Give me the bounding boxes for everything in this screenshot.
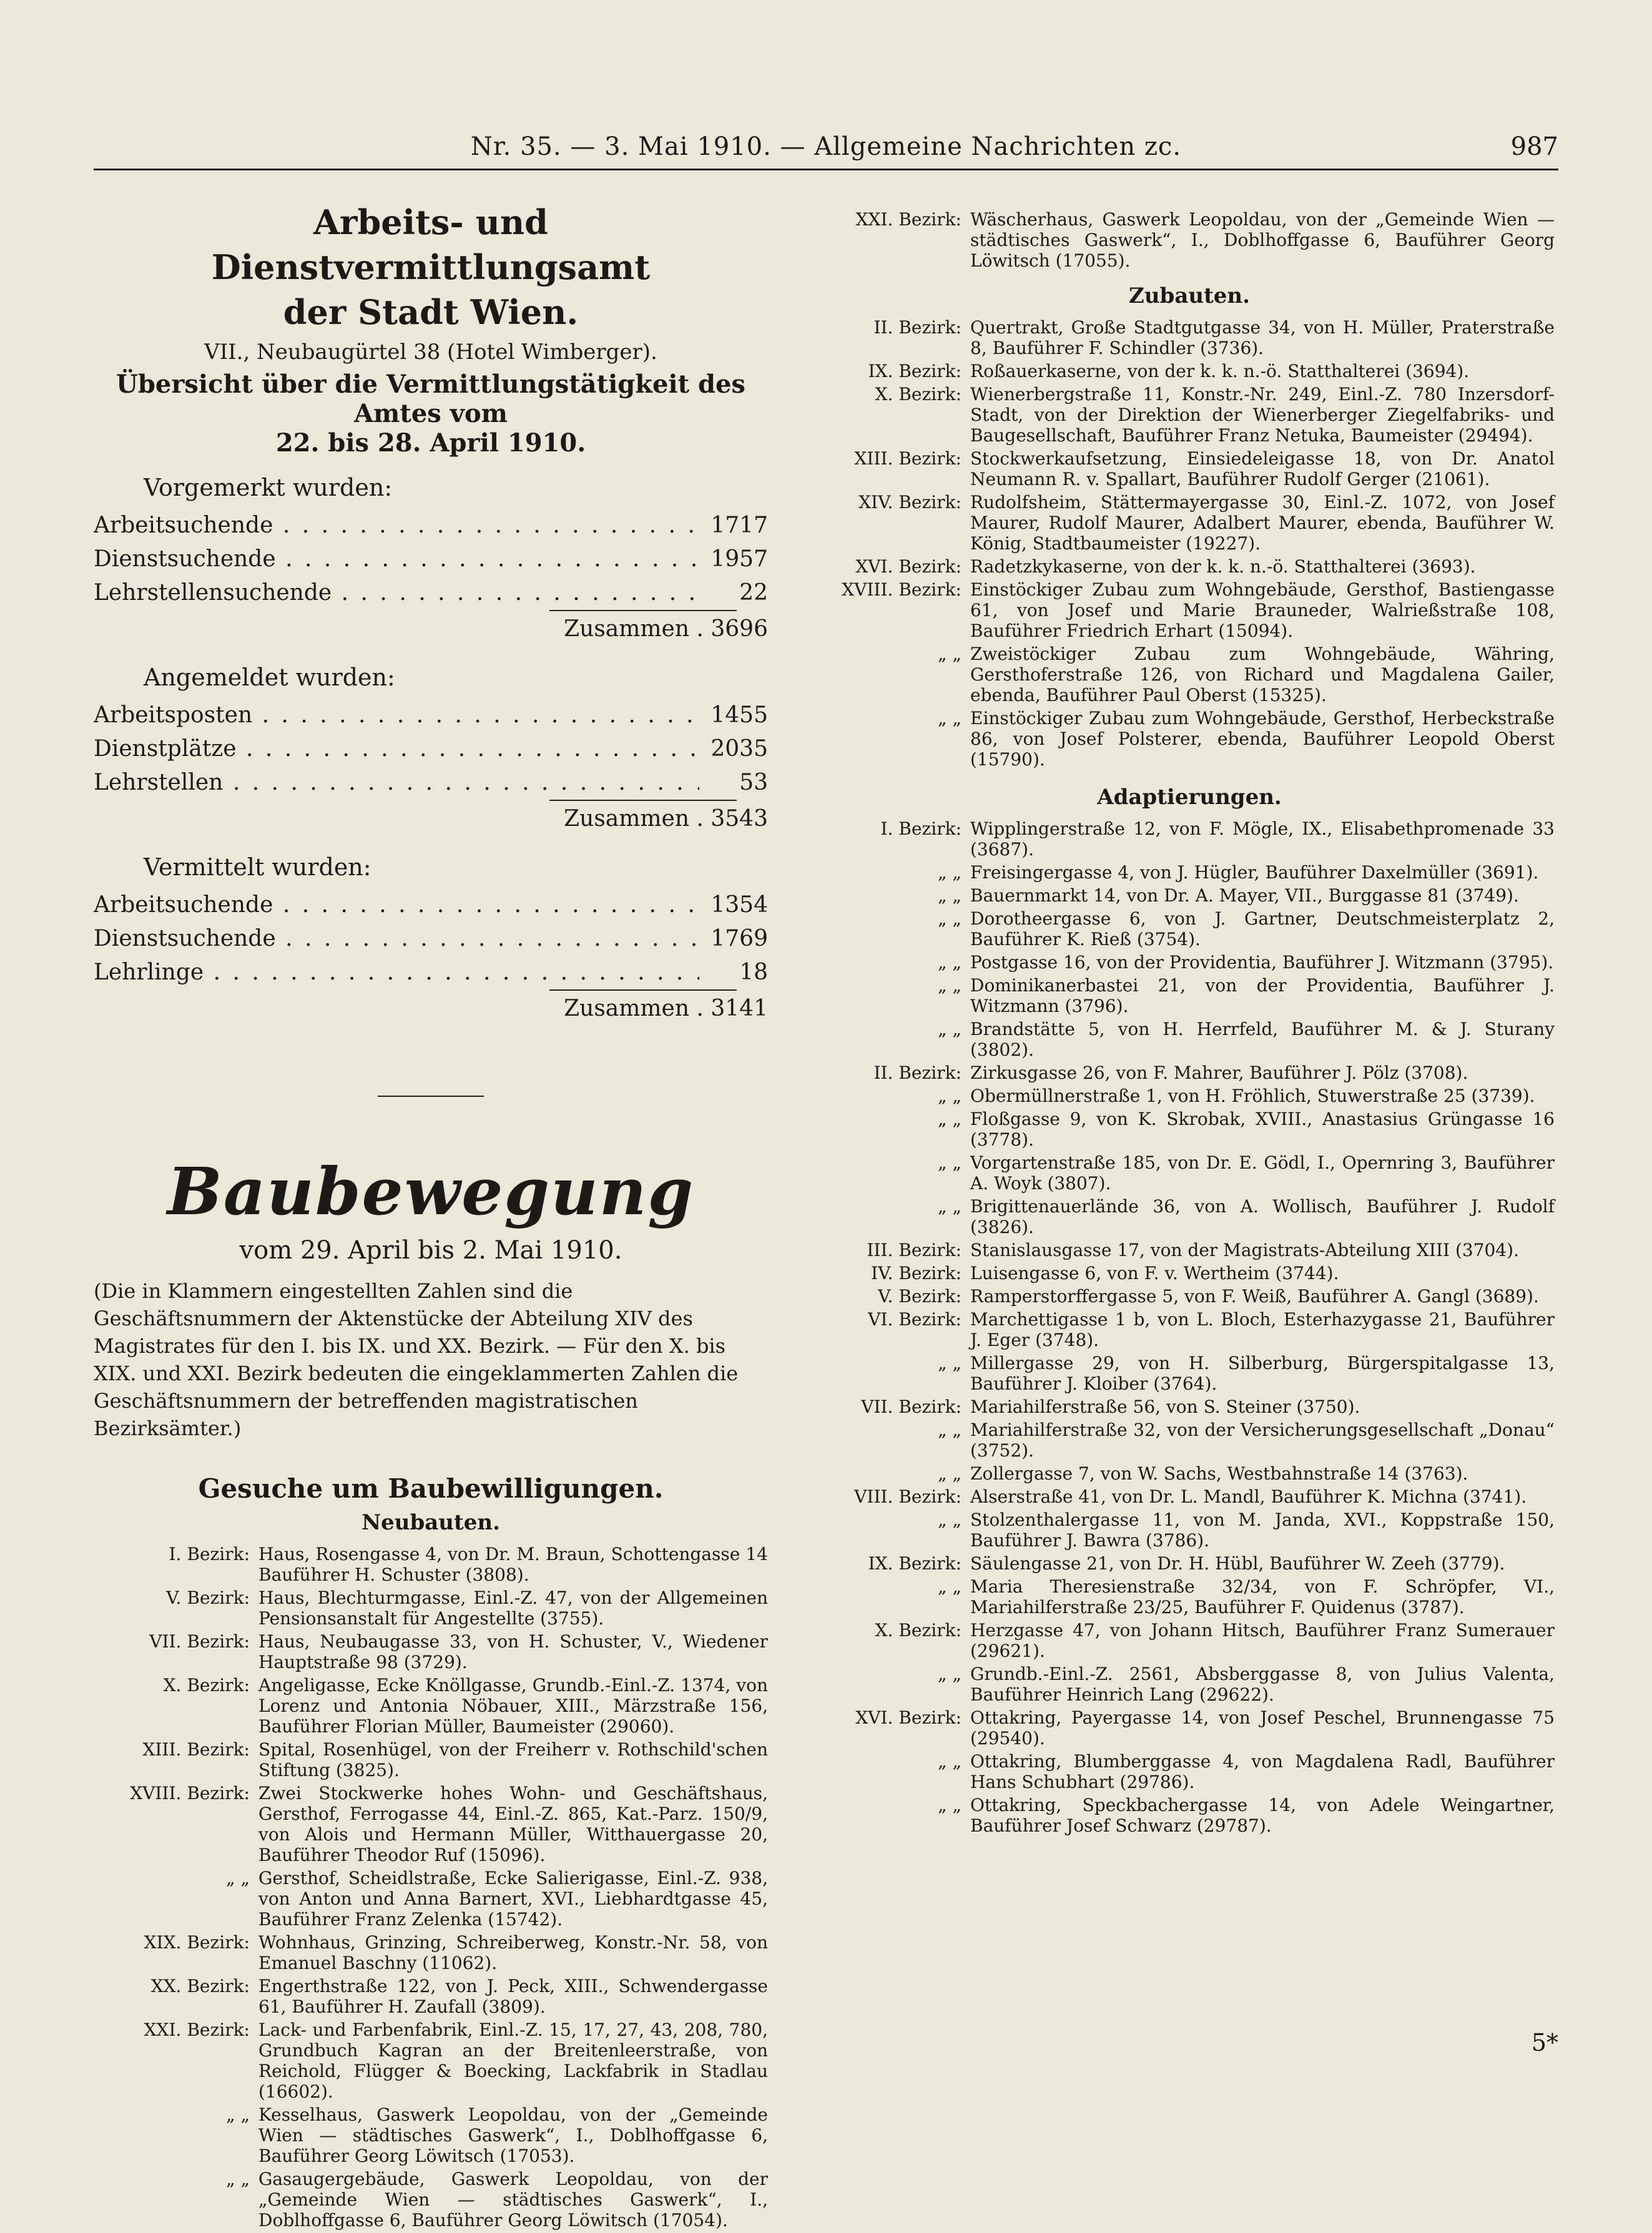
stat-label: Arbeitsuchende . . . (94, 888, 699, 922)
entry-text: Herzgasse 47, von Johann Hitsch, Bauführer Franz Sumerauer (29621). (970, 1620, 1555, 1661)
district-label: V. Bezirk: (166, 1588, 250, 1608)
register-entry (824, 209, 1555, 271)
entry-text: Freisingergasse 4, von J. Hügler, Bauführer Daxelmüller (3691). (970, 862, 1539, 883)
register-entry (94, 1868, 768, 1930)
entry-text: Alserstraße 41, von Dr. L. Mandl, Bauführer K. Michna (3741). (970, 1486, 1527, 1507)
section-divider (378, 1096, 484, 1097)
register-entry (824, 1463, 1555, 1484)
entry-text: Spital, Rosenhügel, von der Freiherr v. Rothschild'schen Stiftung (3825). (258, 1739, 768, 1780)
district-label: „ „ (938, 1152, 961, 1173)
register-entry (824, 1420, 1555, 1461)
district-label: „ „ (938, 952, 961, 973)
total-value: 3543 (710, 806, 768, 832)
entry-text: Bauernmarkt 14, von Dr. A. Mayer, VII., Burggasse 81 (3749). (970, 885, 1519, 906)
register-entry (824, 1086, 1555, 1106)
group-total (94, 801, 768, 837)
register-entry (824, 448, 1555, 489)
district-label: I. Bezirk: (880, 818, 961, 839)
summary-line1: Übersicht über die Vermittlungstätigkeit des Amtes vom (116, 370, 745, 428)
entry-text: Luisengasse 6, von F. v. Wertheim (3744). (970, 1263, 1339, 1283)
entry-text: Mariahilferstraße 32, von der Versicherungsgesellschaft „Donau“ (3752). (970, 1420, 1555, 1461)
register-entry (824, 1707, 1555, 1749)
neubauten-heading: Neubauten. (361, 1510, 500, 1535)
entry-text: Dorotheergasse 6, von J. Gartner, Deutschmeisterplatz 2, Bauführer K. Rieß (3754). (970, 908, 1555, 950)
entry-text: Obermüllnerstraße 1, von H. Fröhlich, Stuwerstraße 25 (3739). (970, 1086, 1535, 1106)
stat-row (94, 576, 768, 610)
entry-text: Vorgartenstraße 185, von Dr. E. Gödl, I., Opernring 3, Bauführer A. Woyk (3807). (970, 1152, 1555, 1194)
register-entry (824, 1286, 1555, 1307)
register-entry (824, 492, 1555, 554)
stat-value: 1717 (710, 513, 768, 538)
district-label: V. Bezirk: (878, 1286, 961, 1307)
entry-text: Einstöckiger Zubau zum Wohngebäude, Gersthof, Bastiengasse 61, von Josef und Marie Brauneder, Walrießstraße 108, Bauführer Friedrich Erhart (15094). (970, 579, 1555, 641)
entry-text: Grundb.-Einl.-Z. 2561, Absberggasse 8, von Julius Valenta, Bauführer Heinrich Lang (29622). (970, 1664, 1555, 1705)
register-entry (94, 1932, 768, 1973)
header-rule (94, 169, 1558, 170)
entry-text: Gersthof, Scheidlstraße, Ecke Salierigasse, Einl.-Z. 938, von Anton und Anna Barnert, XVI., Liebhardtgasse 45, Bauführer Franz Zelenka (15742). (258, 1868, 768, 1930)
register-entry (824, 1509, 1555, 1551)
stat-value: 1957 (710, 546, 768, 572)
register-entry (824, 317, 1555, 358)
register-entry (824, 1309, 1555, 1350)
register-entry (824, 1263, 1555, 1283)
register-entry (824, 1620, 1555, 1661)
register-entry (94, 1739, 768, 1780)
entry-text: Zwei Stockwerke hohes Wohn- und Geschäftshaus, Gersthof, Ferrogasse 44, Einl.-Z. 865, Kat.-Parz. 150/9, von Alois und Hermann Müller, Witthauergasse 20, Bauführer Theodor Ruf (15096). (258, 1783, 768, 1865)
register-entry (94, 1675, 768, 1737)
entry-text: Floßgasse 9, von K. Skrobak, XVIII., Anastasius Grüngasse 16 (3778). (970, 1109, 1555, 1150)
zubauten-list (824, 317, 1555, 770)
district-label: „ „ (938, 1019, 961, 1039)
stat-row (94, 509, 768, 542)
district-label: IV. Bezirk: (871, 1263, 961, 1283)
total-separator: . (689, 806, 711, 832)
register-entry (824, 384, 1555, 446)
office-title-line2: der Stadt Wien. (283, 292, 579, 332)
page-number: 987 (1510, 132, 1558, 161)
stat-value: 1769 (710, 926, 768, 951)
district-label: XIII. Bezirk: (854, 448, 961, 469)
district-label: „ „ (938, 975, 961, 996)
register-entry (94, 2020, 768, 2102)
entry-text: Millergasse 29, von H. Silberburg, Bürgerspitalgasse 13, Bauführer J. Kloiber (3764). (970, 1353, 1555, 1394)
register-entry (824, 1486, 1555, 1507)
district-label: IX. Bezirk: (868, 361, 961, 381)
district-label: „ „ (938, 1353, 961, 1373)
district-label: „ „ (938, 1576, 961, 1597)
entry-text: Brandstätte 5, von H. Herrfeld, Bauführer M. & J. Sturany (3802). (970, 1019, 1555, 1060)
district-label: „ „ (938, 1109, 961, 1129)
district-label: XXI. Bezirk: (144, 2020, 250, 2040)
district-label: „ „ (938, 1509, 961, 1530)
entry-text: Zirkusgasse 26, von F. Mahrer, Bauführer J. Pölz (3708). (970, 1063, 1468, 1083)
entry-text: Postgasse 16, von der Providentia, Bauführer J. Witzmann (3795). (970, 952, 1554, 973)
district-label: XX. Bezirk: (150, 1976, 250, 1996)
district-label: VIII. Bezirk: (854, 1486, 961, 1507)
entry-text: Zweistöckiger Zubau zum Wohngebäude, Währing, Gersthoferstraße 126, von Richard und Magdalena Gailer, ebenda, Bauführer Paul Oberst (15325). (970, 644, 1555, 705)
register-entry (824, 885, 1555, 906)
entry-text: Ramperstorffergasse 5, von F. Weiß, Bauführer A. Gangl (3689). (970, 1286, 1539, 1307)
register-entry (824, 1196, 1555, 1237)
stat-value: 1354 (710, 892, 768, 918)
entry-text: Einstöckiger Zubau zum Wohngebäude, Gersthof, Herbeckstraße 86, von Josef Polsterer, ebenda, Bauführer Leopold Oberst (15790). (970, 708, 1555, 770)
district-label: XVIII. Bezirk: (842, 579, 961, 600)
district-label: X. Bezirk: (163, 1675, 250, 1696)
district-label: XIII. Bezirk: (142, 1739, 250, 1760)
stat-value: 2035 (710, 736, 768, 762)
register-entry (824, 1396, 1555, 1417)
register-entry (824, 579, 1555, 641)
entry-text: Dominikanerbastei 21, von der Providentia, Bauführer J. Witzmann (3796). (970, 975, 1555, 1016)
total-label: Zusammen (564, 996, 690, 1021)
entry-text: Wäscherhaus, Gaswerk Leopoldau, von der „Gemeinde Wien — städtisches Gaswerk“, I., Doblhoffgasse 6, Bauführer Georg Löwitsch (17055). (970, 209, 1555, 271)
register-entry (824, 556, 1555, 577)
office-title-line1: Arbeits- und Dienstvermittlungsamt (211, 202, 651, 287)
district-label: „ „ (938, 862, 961, 883)
stat-row (94, 699, 768, 732)
register-entry (824, 952, 1555, 973)
left-column (94, 200, 768, 2233)
district-label: VII. Bezirk: (149, 1631, 250, 1652)
total-value: 3696 (710, 616, 768, 642)
entry-text: Maria Theresienstraße 32/34, von F. Schröpfer, VI., Mariahilferstraße 23/25, Bauführer F. Quidenus (3787). (970, 1576, 1555, 1617)
district-label: XVI. Bezirk: (855, 1707, 961, 1728)
entry-text: Haus, Neubaugasse 33, von H. Schuster, V., Wiedener Hauptstraße 98 (3729). (258, 1631, 768, 1672)
stat-label: Arbeitsposten . . . (94, 699, 699, 732)
entry-text: Kesselhaus, Gaswerk Leopoldau, von der „Gemeinde Wien — städtisches Gaswerk“, I., Doblhoffgasse 6, Bauführer Georg Löwitsch (17053). (258, 2104, 768, 2166)
district-label: II. Bezirk: (873, 1063, 961, 1083)
baubewegung-title: Baubewegung (167, 1153, 695, 1230)
entry-text: Marchettigasse 1 b, von L. Bloch, Esterhazygasse 21, Bauführer J. Eger (3748). (970, 1309, 1555, 1350)
entry-text: Ottakring, Payergasse 14, von Josef Peschel, Brunnengasse 75 (29540). (970, 1707, 1555, 1749)
register-entry (824, 1353, 1555, 1394)
stat-value: 53 (739, 770, 768, 795)
entry-text: Haus, Blechturmgasse, Einl.-Z. 47, von der Allgemeinen Pensionsanstalt für Angestellte (3755). (258, 1588, 768, 1629)
district-label: „ „ (938, 885, 961, 906)
adaptierungen-heading: Adaptierungen. (1097, 785, 1282, 810)
register-entry (824, 1152, 1555, 1194)
stat-label: Lehrstellen . . . (94, 766, 699, 800)
district-label: „ „ (938, 1196, 961, 1217)
register-entry (824, 1576, 1555, 1617)
district-label: „ „ (938, 1795, 961, 1815)
entry-text: Wienerbergstraße 11, Konstr.-Nr. 249, Einl.-Z. 780 Inzersdorf-Stadt, von der Direktion der Wienerberger Ziegelfabriks- und Baugesellschaft, Bauführer Franz Netuka, Baumeister (29494). (970, 384, 1555, 446)
zubauten-heading: Zubauten. (1129, 283, 1250, 308)
entry-text: Roßauerkaserne, von der k. k. n.-ö. Statthalterei (3694). (970, 361, 1470, 381)
register-entry (824, 862, 1555, 883)
entry-text: Ottakring, Speckbachergasse 14, von Adele Weingartner, Bauführer Josef Schwarz (29787). (970, 1795, 1555, 1836)
entry-text: Gasaugergebäude, Gaswerk Leopoldau, von der „Gemeinde Wien — städtisches Gaswerk“, I., Doblhoffgasse 6, Bauführer Georg Löwitsch (17054). (258, 2169, 768, 2231)
total-label: Zusammen (564, 806, 690, 832)
register-entry (824, 1751, 1555, 1792)
district-label: „ „ (938, 1664, 961, 1684)
total-label: Zusammen (564, 616, 690, 642)
district-label: „ „ (226, 2104, 250, 2125)
entry-text: Stolzenthalergasse 11, von M. Janda, XVI., Koppstraße 150, Bauführer J. Bawra (3786). (970, 1509, 1555, 1551)
stat-row (94, 888, 768, 922)
entry-text: Rudolfsheim, Stättermayergasse 30, Einl.-Z. 1072, von Josef Maurer, Rudolf Maurer, Adalbert Maurer, ebenda, Bauführer W. König, Stadtbaumeister (19227). (970, 492, 1555, 554)
entry-text: Wipplingerstraße 12, von F. Mögle, IX., Elisabethpromenade 33 (3687). (970, 818, 1555, 860)
entry-text: Wohnhaus, Grinzing, Schreiberweg, Konstr.-Nr. 58, von Emanuel Baschny (11062). (258, 1932, 768, 1973)
district-label: „ „ (938, 1086, 961, 1106)
district-label: I. Bezirk: (169, 1544, 250, 1564)
gesuche-heading: Gesuche um Baubewilligungen. (198, 1473, 664, 1504)
stat-label: Dienstsuchende . . . (94, 542, 699, 576)
stat-label: Arbeitsuchende . . . (94, 509, 699, 542)
stat-label: Dienstsuchende . . . (94, 922, 699, 956)
register-entry (824, 1664, 1555, 1705)
group-title: Vermittelt wurden: (144, 853, 371, 881)
statistics-groups (94, 474, 768, 1027)
district-label: XVI. Bezirk: (855, 556, 961, 577)
register-entry (94, 1544, 768, 1585)
adaptierungen-list (824, 818, 1555, 1836)
register-entry (824, 1795, 1555, 1836)
stat-label: Lehrstellensuchende . . . (94, 576, 699, 610)
group-title: Vorgemerkt wurden: (144, 474, 393, 501)
group-title: Angemeldet wurden: (144, 664, 395, 691)
stat-row (94, 542, 768, 576)
total-separator: . (689, 616, 711, 642)
district-label: „ „ (938, 1751, 961, 1772)
district-label: X. Bezirk: (875, 1620, 961, 1641)
district-label: „ „ (938, 1463, 961, 1484)
district-label: „ „ (938, 708, 961, 729)
signature-mark: 5* (1531, 2029, 1558, 2056)
total-value: 3141 (710, 996, 768, 1021)
district-label: XIV. Bezirk: (858, 492, 961, 513)
district-label: IX. Bezirk: (868, 1553, 961, 1574)
district-label: II. Bezirk: (873, 317, 961, 338)
entry-text: Lack- und Farbenfabrik, Einl.-Z. 15, 17, 27, 43, 208, 780, Grundbuch Kagran an der Breitenleerstraße, von Reichold, Flügger & Boecking, Lackfabrik in Stadlau (16602). (258, 2020, 768, 2102)
header-title: Nr. 35. — 3. Mai 1910. — Allgemeine Nachrichten zc. (470, 132, 1182, 161)
district-label: XXI. Bezirk: (855, 209, 961, 230)
baubewegung-subtitle: vom 29. April bis 2. Mai 1910. (239, 1236, 622, 1265)
stat-label: Lehrlinge . . . (94, 956, 699, 989)
stat-label: Dienstplätze . . . (94, 732, 699, 766)
stat-value: 18 (739, 959, 768, 985)
district-label: VI. Bezirk: (868, 1309, 961, 1330)
entry-text: Radetzkykaserne, von der k. k. n.-ö. Statthalterei (3693). (970, 556, 1476, 577)
office-address: VII., Neubaugürtel 38 (Hotel Wimberger). (204, 340, 657, 365)
entry-text: Angeligasse, Ecke Knöllgasse, Grundb.-Einl.-Z. 1374, von Lorenz und Antonia Nöbauer, XIII., Märzstraße 156, Bauführer Florian Müller, Baumeister (29060). (258, 1675, 768, 1737)
district-label: „ „ (938, 1420, 961, 1440)
stat-value: 22 (739, 580, 768, 606)
district-label: „ „ (226, 2169, 250, 2189)
register-entry (824, 1240, 1555, 1260)
district-label: III. Bezirk: (867, 1240, 961, 1260)
district-label: XVIII. Bezirk: (130, 1783, 250, 1804)
register-entry (824, 644, 1555, 705)
entry-text: Mariahilferstraße 56, von S. Steiner (3750). (970, 1396, 1360, 1417)
group-total (94, 991, 768, 1027)
register-entry (824, 1553, 1555, 1574)
register-entry (824, 1109, 1555, 1150)
entry-text: Engerthstraße 122, von J. Peck, XIII., Schwendergasse 61, Bauführer H. Zaufall (3809). (258, 1976, 768, 2017)
entry-text: Zollergasse 7, von W. Sachs, Westbahnstraße 14 (3763). (970, 1463, 1468, 1484)
stat-row (94, 922, 768, 956)
district-label: „ „ (938, 644, 961, 664)
register-entry (94, 1976, 768, 2017)
summary-line2: 22. bis 28. April 1910. (275, 428, 586, 458)
district-label: „ „ (226, 1868, 250, 1888)
entry-text: Stockwerkaufsetzung, Einsiedeleigasse 18, von Dr. Anatol Neumann R. v. Spallart, Bauführer Rudolf Gerger (21061). (970, 448, 1555, 489)
entry-text: Quertrakt, Große Stadtgutgasse 34, von H. Müller, Praterstraße 8, Bauführer F. Schindler (3736). (970, 317, 1555, 358)
right-column (824, 209, 1555, 1838)
stat-value: 1455 (710, 702, 768, 728)
district-label: „ „ (938, 908, 961, 929)
entry-text: Brigittenauerlände 36, von A. Wollisch, Bauführer J. Rudolf (3826). (970, 1196, 1555, 1237)
district-label: VII. Bezirk: (861, 1396, 961, 1417)
neubauten-list-continued (824, 209, 1555, 271)
register-entry (94, 2169, 768, 2231)
register-entry (94, 2104, 768, 2166)
group-total (94, 611, 768, 647)
register-entry (824, 361, 1555, 381)
baubewegung-intro: (Die in Klammern eingestellten Zahlen sind die Geschäftsnummern der Aktenstücke der Abteilung XIV des Magistrates für den I. bis IX. und XX. Bezirk. — Für den X. bis XIX. und XXI. Bezirk bedeuten die eingeklammerten Zahlen die Geschäftsnummern der betreffenden magistratischen Bezirksämter.) (94, 1279, 739, 1440)
register-entry (824, 1063, 1555, 1083)
register-entry (94, 1631, 768, 1672)
entry-text: Stanislausgasse 17, von der Magistrats-Abteilung XIII (3704). (970, 1240, 1519, 1260)
register-entry (824, 908, 1555, 950)
entry-text: Haus, Rosengasse 4, von Dr. M. Braun, Schottengasse 14 Bauführer H. Schuster (3808). (258, 1544, 768, 1585)
total-separator: . (689, 996, 711, 1021)
register-entry (824, 708, 1555, 770)
stat-row (94, 732, 768, 766)
entry-text: Ottakring, Blumberggasse 4, von Magdalena Radl, Bauführer Hans Schubhart (29786). (970, 1751, 1555, 1792)
district-label: X. Bezirk: (875, 384, 961, 405)
register-entry (94, 1588, 768, 1629)
neubauten-list (94, 1544, 768, 2231)
register-entry (824, 818, 1555, 860)
district-label: XIX. Bezirk: (144, 1932, 250, 1953)
stat-row (94, 956, 768, 989)
stat-row (94, 766, 768, 800)
register-entry (824, 975, 1555, 1016)
register-entry (824, 1019, 1555, 1060)
register-entry (94, 1783, 768, 1865)
entry-text: Säulengasse 21, von Dr. H. Hübl, Bauführer W. Zeeh (3779). (970, 1553, 1505, 1574)
